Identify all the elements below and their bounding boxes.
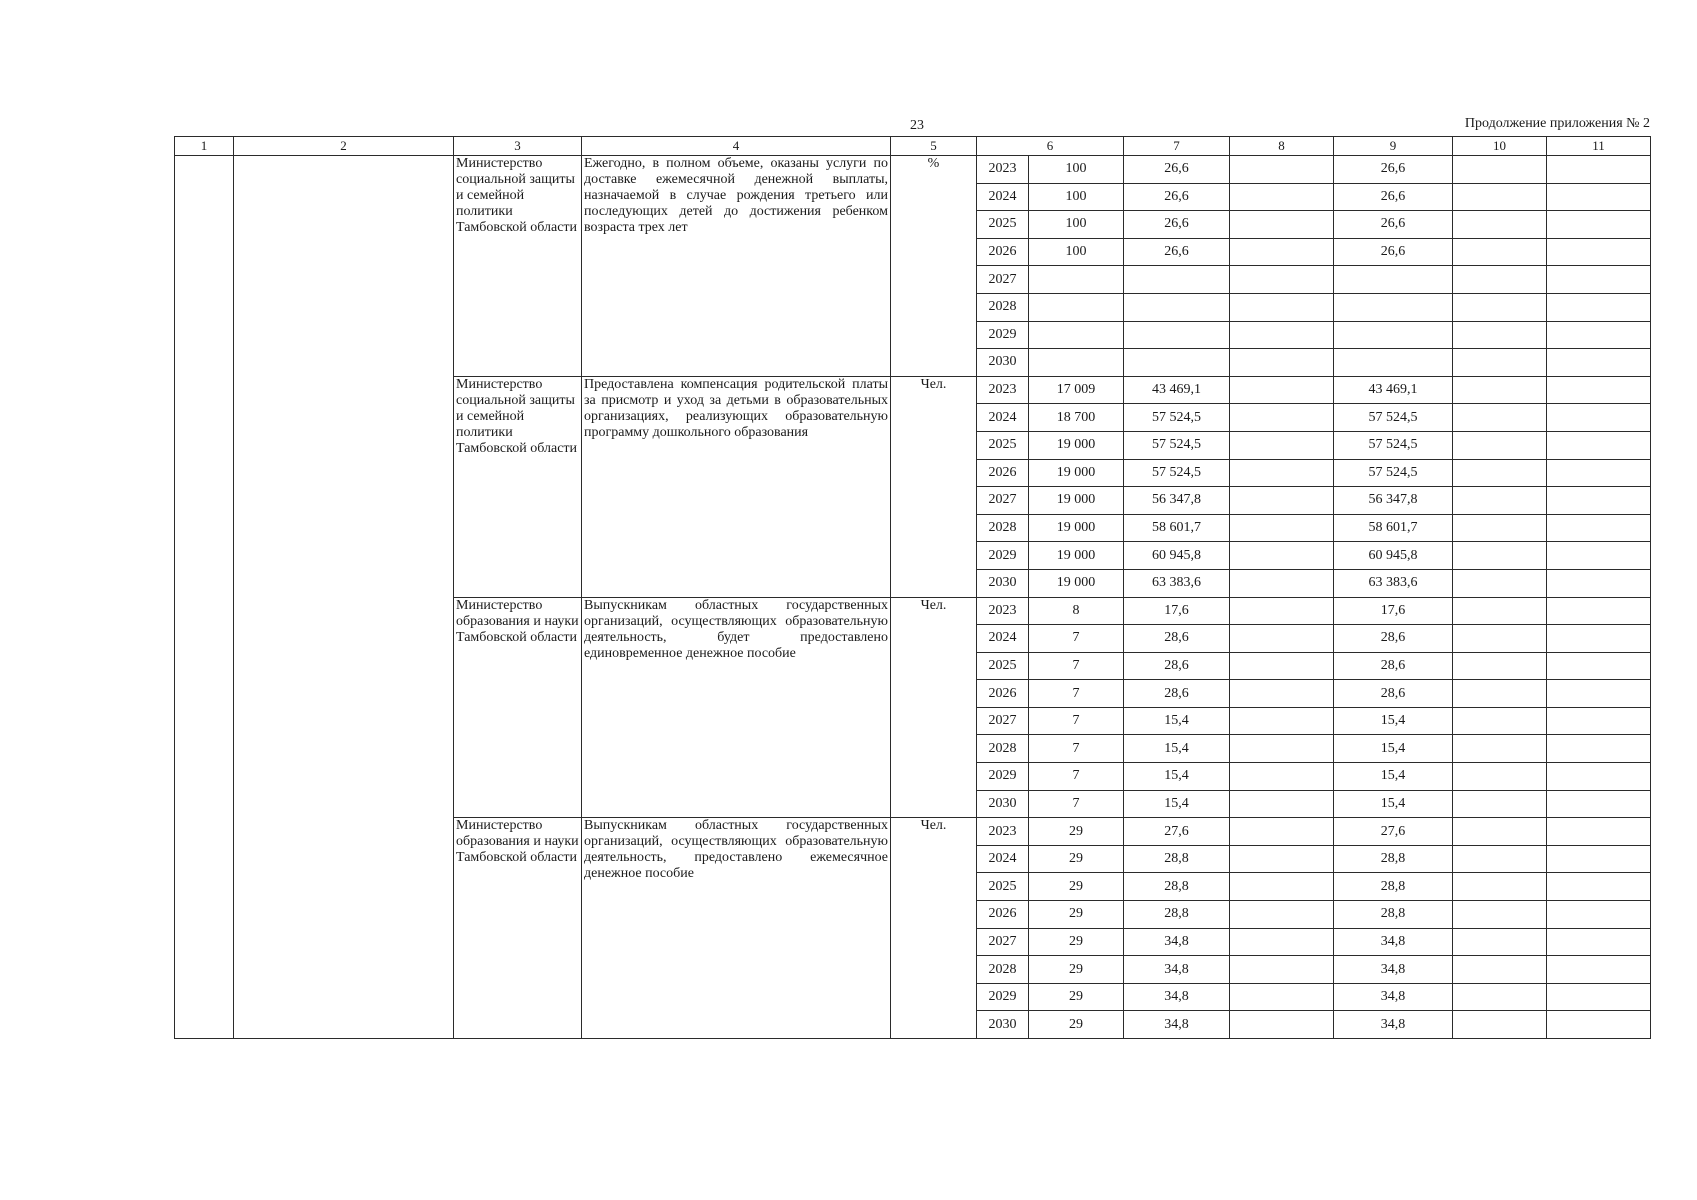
value-cell-10 <box>1453 211 1547 239</box>
value-cell-6: 7 <box>1029 707 1124 735</box>
value-cell-6: 19 000 <box>1029 487 1124 515</box>
value-cell-7 <box>1124 321 1230 349</box>
value-cell-7: 58 601,7 <box>1124 514 1230 542</box>
value-cell-11 <box>1547 376 1651 404</box>
value-cell-9: 27,6 <box>1334 818 1453 846</box>
column-header: 6 <box>977 137 1124 156</box>
value-cell-7: 28,8 <box>1124 873 1230 901</box>
value-cell-7: 28,6 <box>1124 680 1230 708</box>
value-cell-10 <box>1453 183 1547 211</box>
value-cell-9: 28,8 <box>1334 901 1453 929</box>
unit-cell: Чел. <box>891 818 977 1039</box>
value-cell-8 <box>1230 293 1334 321</box>
value-cell-8 <box>1230 238 1334 266</box>
year-cell: 2026 <box>977 680 1029 708</box>
value-cell-6: 19 000 <box>1029 542 1124 570</box>
column-header: 10 <box>1453 137 1547 156</box>
year-cell: 2025 <box>977 652 1029 680</box>
value-cell-7: 27,6 <box>1124 818 1230 846</box>
year-cell: 2027 <box>977 487 1029 515</box>
value-cell-7: 15,4 <box>1124 707 1230 735</box>
value-cell-9: 60 945,8 <box>1334 542 1453 570</box>
value-cell-9: 63 383,6 <box>1334 569 1453 597</box>
value-cell-8 <box>1230 625 1334 653</box>
value-cell-11 <box>1547 238 1651 266</box>
description-cell: Выпускникам областных государственных организаций, осуществляющих образовательную деятельность, будет предоставлено единовременное денежное пособие <box>582 597 891 818</box>
value-cell-6 <box>1029 349 1124 377</box>
value-cell-6 <box>1029 293 1124 321</box>
year-cell: 2026 <box>977 238 1029 266</box>
value-cell-7: 26,6 <box>1124 156 1230 184</box>
value-cell-6: 17 009 <box>1029 376 1124 404</box>
value-cell-6: 29 <box>1029 845 1124 873</box>
value-cell-7: 26,6 <box>1124 211 1230 239</box>
value-cell-10 <box>1453 321 1547 349</box>
value-cell-9: 34,8 <box>1334 983 1453 1011</box>
value-cell-9: 28,8 <box>1334 845 1453 873</box>
value-cell-6: 7 <box>1029 652 1124 680</box>
value-cell-6: 18 700 <box>1029 404 1124 432</box>
year-cell: 2024 <box>977 625 1029 653</box>
year-cell: 2030 <box>977 790 1029 818</box>
value-cell-7: 15,4 <box>1124 790 1230 818</box>
value-cell-6: 19 000 <box>1029 431 1124 459</box>
value-cell-10 <box>1453 238 1547 266</box>
value-cell-11 <box>1547 404 1651 432</box>
value-cell-10 <box>1453 542 1547 570</box>
value-cell-8 <box>1230 928 1334 956</box>
value-cell-7: 34,8 <box>1124 956 1230 984</box>
value-cell-10 <box>1453 376 1547 404</box>
value-cell-11 <box>1547 266 1651 294</box>
value-cell-10 <box>1453 459 1547 487</box>
value-cell-7: 57 524,5 <box>1124 459 1230 487</box>
year-cell: 2023 <box>977 597 1029 625</box>
year-cell: 2028 <box>977 293 1029 321</box>
year-cell: 2029 <box>977 542 1029 570</box>
page-number: 23 <box>910 118 924 133</box>
value-cell-8 <box>1230 376 1334 404</box>
value-cell-9 <box>1334 266 1453 294</box>
year-cell: 2027 <box>977 928 1029 956</box>
value-cell-9: 15,4 <box>1334 763 1453 791</box>
value-cell-8 <box>1230 349 1334 377</box>
value-cell-10 <box>1453 928 1547 956</box>
value-cell-11 <box>1547 459 1651 487</box>
year-cell: 2026 <box>977 901 1029 929</box>
value-cell-9: 57 524,5 <box>1334 404 1453 432</box>
value-cell-6: 7 <box>1029 625 1124 653</box>
value-cell-11 <box>1547 845 1651 873</box>
description-cell: Выпускникам областных государственных организаций, осуществляющих образовательную деятельность, предоставлено ежемесячное денежное пособие <box>582 818 891 1039</box>
value-cell-9: 15,4 <box>1334 707 1453 735</box>
value-cell-9: 56 347,8 <box>1334 487 1453 515</box>
value-cell-10 <box>1453 652 1547 680</box>
value-cell-7: 34,8 <box>1124 983 1230 1011</box>
value-cell-6: 100 <box>1029 211 1124 239</box>
value-cell-8 <box>1230 790 1334 818</box>
value-cell-7: 56 347,8 <box>1124 487 1230 515</box>
value-cell-11 <box>1547 514 1651 542</box>
value-cell-10 <box>1453 514 1547 542</box>
value-cell-9: 57 524,5 <box>1334 431 1453 459</box>
value-cell-8 <box>1230 211 1334 239</box>
year-cell: 2024 <box>977 845 1029 873</box>
value-cell-8 <box>1230 569 1334 597</box>
value-cell-10 <box>1453 680 1547 708</box>
value-cell-11 <box>1547 680 1651 708</box>
value-cell-8 <box>1230 735 1334 763</box>
value-cell-7: 57 524,5 <box>1124 404 1230 432</box>
value-cell-10 <box>1453 873 1547 901</box>
value-cell-6: 19 000 <box>1029 569 1124 597</box>
value-cell-7: 34,8 <box>1124 1011 1230 1039</box>
column-header: 4 <box>582 137 891 156</box>
value-cell-6: 7 <box>1029 763 1124 791</box>
column-header: 3 <box>454 137 582 156</box>
value-cell-7: 28,6 <box>1124 625 1230 653</box>
value-cell-11 <box>1547 901 1651 929</box>
value-cell-11 <box>1547 763 1651 791</box>
value-cell-10 <box>1453 597 1547 625</box>
value-cell-11 <box>1547 183 1651 211</box>
year-cell: 2026 <box>977 459 1029 487</box>
value-cell-6: 100 <box>1029 238 1124 266</box>
value-cell-7: 60 945,8 <box>1124 542 1230 570</box>
agency-cell: Министерство социальной защиты и семейной политики Тамбовской области <box>454 376 582 597</box>
value-cell-9 <box>1334 321 1453 349</box>
value-cell-6: 29 <box>1029 818 1124 846</box>
value-cell-11 <box>1547 431 1651 459</box>
value-cell-11 <box>1547 956 1651 984</box>
value-cell-7: 63 383,6 <box>1124 569 1230 597</box>
value-cell-8 <box>1230 597 1334 625</box>
value-cell-10 <box>1453 349 1547 377</box>
value-cell-8 <box>1230 321 1334 349</box>
value-cell-8 <box>1230 763 1334 791</box>
value-cell-8 <box>1230 652 1334 680</box>
value-cell-11 <box>1547 1011 1651 1039</box>
year-cell: 2029 <box>977 321 1029 349</box>
value-cell-11 <box>1547 818 1651 846</box>
value-cell-7: 26,6 <box>1124 183 1230 211</box>
unit-cell: % <box>891 156 977 377</box>
year-cell: 2030 <box>977 569 1029 597</box>
value-cell-10 <box>1453 156 1547 184</box>
value-cell-10 <box>1453 569 1547 597</box>
column-header: 9 <box>1334 137 1453 156</box>
value-cell-8 <box>1230 156 1334 184</box>
column-2-cell <box>234 156 454 1039</box>
year-cell: 2024 <box>977 404 1029 432</box>
value-cell-7: 57 524,5 <box>1124 431 1230 459</box>
value-cell-6: 29 <box>1029 928 1124 956</box>
value-cell-9: 28,6 <box>1334 652 1453 680</box>
value-cell-8 <box>1230 707 1334 735</box>
value-cell-10 <box>1453 790 1547 818</box>
year-cell: 2028 <box>977 956 1029 984</box>
value-cell-10 <box>1453 1011 1547 1039</box>
continuation-note: Продолжение приложения № 2 <box>1464 116 1650 131</box>
value-cell-8 <box>1230 1011 1334 1039</box>
column-header: 11 <box>1547 137 1651 156</box>
value-cell-11 <box>1547 293 1651 321</box>
value-cell-6: 29 <box>1029 956 1124 984</box>
column-header: 1 <box>175 137 234 156</box>
year-cell: 2023 <box>977 156 1029 184</box>
column-header: 2 <box>234 137 454 156</box>
value-cell-6: 29 <box>1029 1011 1124 1039</box>
value-cell-6: 100 <box>1029 183 1124 211</box>
value-cell-7: 28,6 <box>1124 652 1230 680</box>
year-cell: 2025 <box>977 873 1029 901</box>
value-cell-7: 15,4 <box>1124 735 1230 763</box>
value-cell-10 <box>1453 763 1547 791</box>
value-cell-8 <box>1230 845 1334 873</box>
value-cell-9: 28,8 <box>1334 873 1453 901</box>
column-header-row <box>175 137 1651 156</box>
value-cell-8 <box>1230 431 1334 459</box>
value-cell-10 <box>1453 818 1547 846</box>
year-cell: 2029 <box>977 763 1029 791</box>
year-cell: 2030 <box>977 349 1029 377</box>
value-cell-9: 58 601,7 <box>1334 514 1453 542</box>
value-cell-8 <box>1230 680 1334 708</box>
value-cell-7: 17,6 <box>1124 597 1230 625</box>
value-cell-6: 29 <box>1029 873 1124 901</box>
value-cell-8 <box>1230 542 1334 570</box>
agency-cell: Министерство образования и науки Тамбовской области <box>454 818 582 1039</box>
value-cell-8 <box>1230 183 1334 211</box>
value-cell-10 <box>1453 404 1547 432</box>
value-cell-7 <box>1124 266 1230 294</box>
value-cell-11 <box>1547 707 1651 735</box>
value-cell-11 <box>1547 156 1651 184</box>
value-cell-9: 26,6 <box>1334 156 1453 184</box>
value-cell-6 <box>1029 266 1124 294</box>
value-cell-11 <box>1547 321 1651 349</box>
value-cell-11 <box>1547 873 1651 901</box>
year-cell: 2025 <box>977 431 1029 459</box>
value-cell-11 <box>1547 569 1651 597</box>
year-cell: 2023 <box>977 818 1029 846</box>
value-cell-9: 57 524,5 <box>1334 459 1453 487</box>
column-header: 8 <box>1230 137 1334 156</box>
value-cell-9: 26,6 <box>1334 183 1453 211</box>
value-cell-7: 28,8 <box>1124 845 1230 873</box>
value-cell-9: 28,6 <box>1334 680 1453 708</box>
value-cell-7: 26,6 <box>1124 238 1230 266</box>
value-cell-6: 8 <box>1029 597 1124 625</box>
value-cell-9: 26,6 <box>1334 238 1453 266</box>
value-cell-11 <box>1547 790 1651 818</box>
value-cell-9 <box>1334 349 1453 377</box>
column-1-cell <box>175 156 234 1039</box>
value-cell-9: 15,4 <box>1334 735 1453 763</box>
value-cell-8 <box>1230 404 1334 432</box>
year-cell: 2024 <box>977 183 1029 211</box>
value-cell-8 <box>1230 901 1334 929</box>
value-cell-9: 26,6 <box>1334 211 1453 239</box>
value-cell-11 <box>1547 487 1651 515</box>
value-cell-6: 100 <box>1029 156 1124 184</box>
value-cell-9: 17,6 <box>1334 597 1453 625</box>
value-cell-10 <box>1453 625 1547 653</box>
value-cell-8 <box>1230 459 1334 487</box>
value-cell-10 <box>1453 487 1547 515</box>
value-cell-8 <box>1230 266 1334 294</box>
value-cell-10 <box>1453 735 1547 763</box>
year-cell: 2028 <box>977 735 1029 763</box>
value-cell-11 <box>1547 735 1651 763</box>
value-cell-11 <box>1547 625 1651 653</box>
value-cell-10 <box>1453 293 1547 321</box>
table-row <box>175 156 1651 184</box>
value-cell-8 <box>1230 487 1334 515</box>
value-cell-11 <box>1547 211 1651 239</box>
year-cell: 2025 <box>977 211 1029 239</box>
column-header: 7 <box>1124 137 1230 156</box>
year-cell: 2027 <box>977 707 1029 735</box>
value-cell-7 <box>1124 293 1230 321</box>
unit-cell: Чел. <box>891 376 977 597</box>
year-cell: 2027 <box>977 266 1029 294</box>
value-cell-6: 7 <box>1029 735 1124 763</box>
unit-cell: Чел. <box>891 597 977 818</box>
value-cell-10 <box>1453 431 1547 459</box>
value-cell-6: 7 <box>1029 790 1124 818</box>
value-cell-9 <box>1334 293 1453 321</box>
value-cell-11 <box>1547 928 1651 956</box>
value-cell-11 <box>1547 349 1651 377</box>
value-cell-7: 43 469,1 <box>1124 376 1230 404</box>
description-cell: Предоставлена компенсация родительской платы за присмотр и уход за детьми в образовательных организациях, реализующих образовательную программу дошкольного образования <box>582 376 891 597</box>
year-cell: 2030 <box>977 1011 1029 1039</box>
value-cell-11 <box>1547 652 1651 680</box>
value-cell-8 <box>1230 873 1334 901</box>
value-cell-8 <box>1230 818 1334 846</box>
value-cell-9: 28,6 <box>1334 625 1453 653</box>
data-table <box>174 136 1651 1039</box>
agency-cell: Министерство образования и науки Тамбовской области <box>454 597 582 818</box>
description-cell: Ежегодно, в полном объеме, оказаны услуги по доставке ежемесячной денежной выплаты, назначаемой в случае рождения третьего или последующих детей до достижения ребенком возраста трех лет <box>582 156 891 377</box>
value-cell-9: 34,8 <box>1334 928 1453 956</box>
value-cell-6: 19 000 <box>1029 459 1124 487</box>
value-cell-6 <box>1029 321 1124 349</box>
value-cell-9: 43 469,1 <box>1334 376 1453 404</box>
value-cell-6: 7 <box>1029 680 1124 708</box>
value-cell-11 <box>1547 983 1651 1011</box>
value-cell-8 <box>1230 514 1334 542</box>
value-cell-10 <box>1453 266 1547 294</box>
value-cell-10 <box>1453 845 1547 873</box>
value-cell-6: 29 <box>1029 983 1124 1011</box>
year-cell: 2023 <box>977 376 1029 404</box>
value-cell-7: 34,8 <box>1124 928 1230 956</box>
agency-cell: Министерство социальной защиты и семейной политики Тамбовской области <box>454 156 582 377</box>
value-cell-10 <box>1453 983 1547 1011</box>
value-cell-7: 15,4 <box>1124 763 1230 791</box>
value-cell-7: 28,8 <box>1124 901 1230 929</box>
value-cell-10 <box>1453 956 1547 984</box>
value-cell-7 <box>1124 349 1230 377</box>
value-cell-6: 19 000 <box>1029 514 1124 542</box>
value-cell-11 <box>1547 597 1651 625</box>
value-cell-9: 34,8 <box>1334 1011 1453 1039</box>
value-cell-9: 15,4 <box>1334 790 1453 818</box>
year-cell: 2028 <box>977 514 1029 542</box>
value-cell-8 <box>1230 956 1334 984</box>
value-cell-6: 29 <box>1029 901 1124 929</box>
column-header: 5 <box>891 137 977 156</box>
value-cell-10 <box>1453 707 1547 735</box>
value-cell-10 <box>1453 901 1547 929</box>
value-cell-9: 34,8 <box>1334 956 1453 984</box>
value-cell-8 <box>1230 983 1334 1011</box>
value-cell-11 <box>1547 542 1651 570</box>
year-cell: 2029 <box>977 983 1029 1011</box>
